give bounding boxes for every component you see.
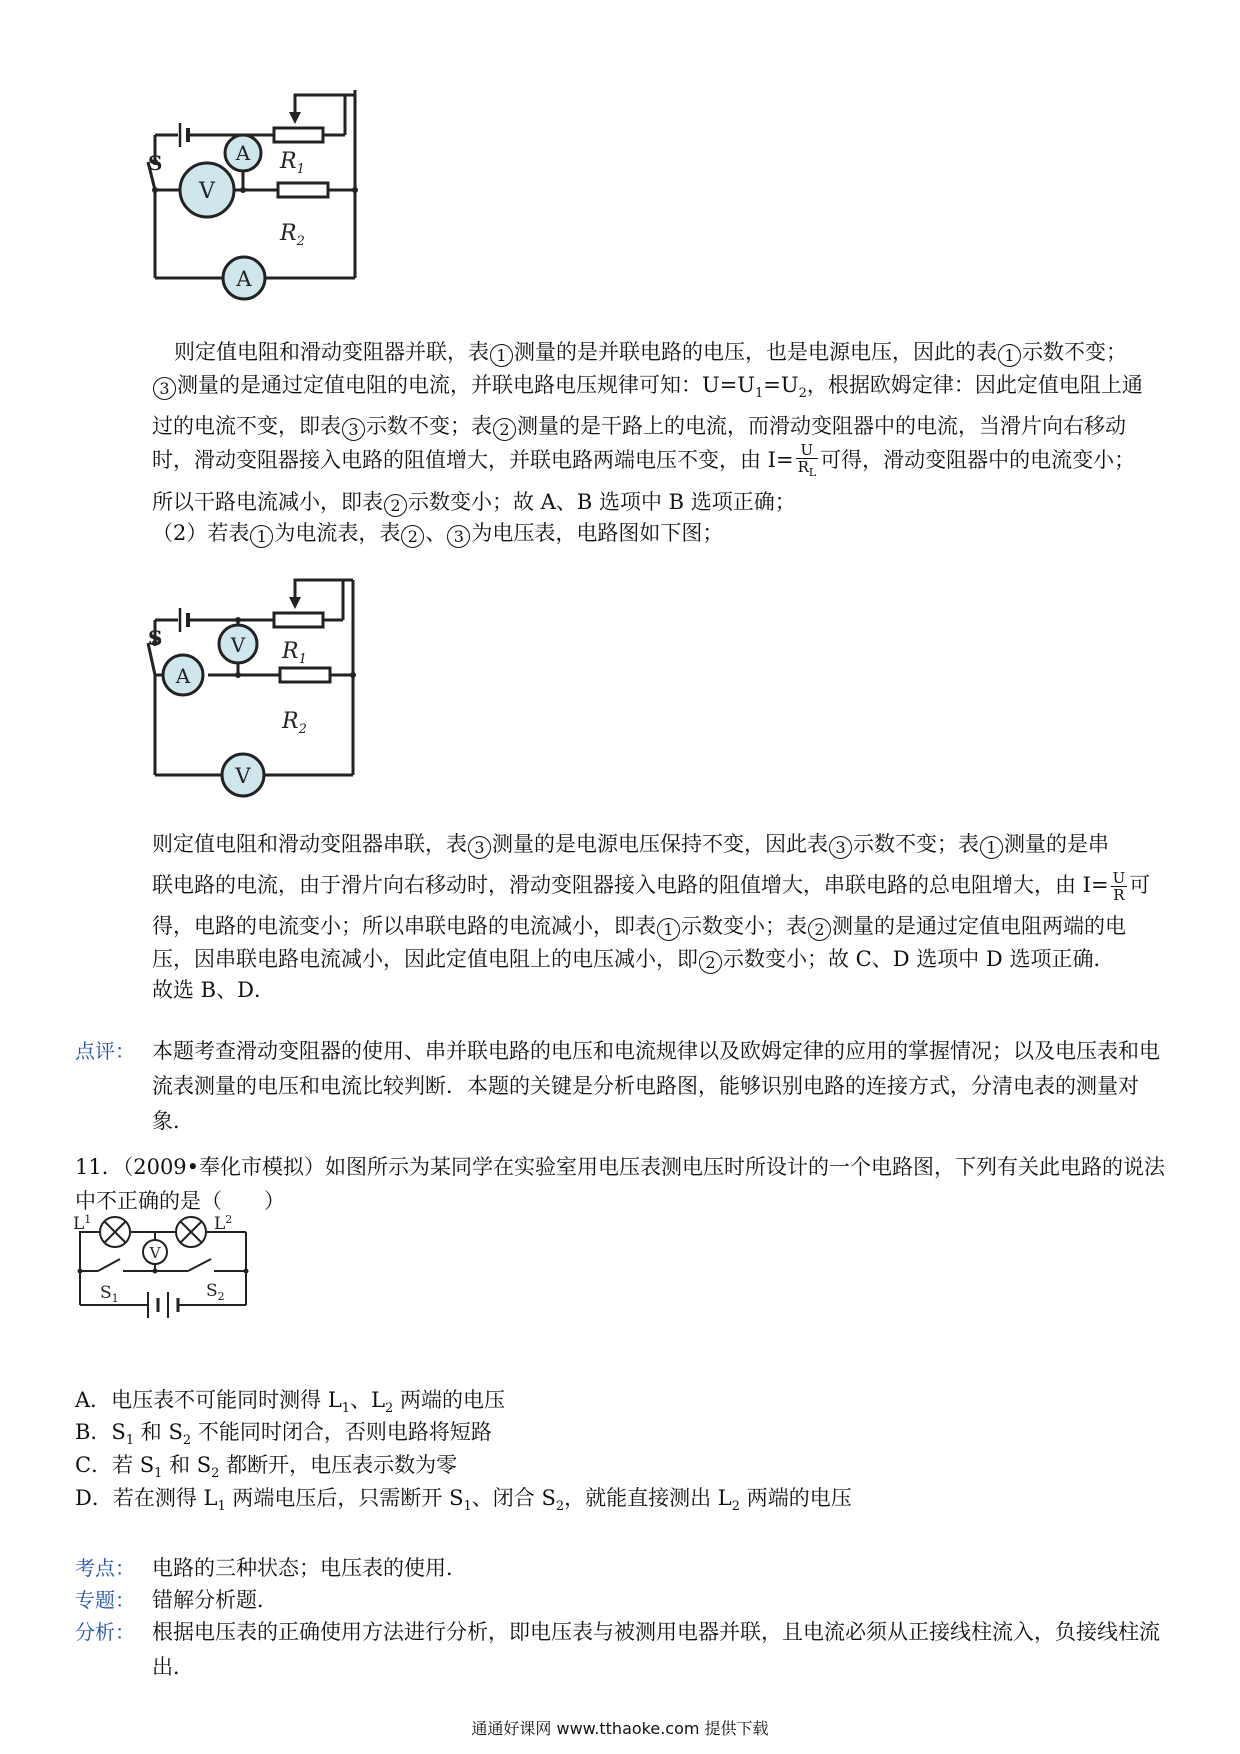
r1-label: $R_1$ (282, 639, 307, 667)
meter-label: V (149, 1244, 161, 1262)
kaodian-text: 电路的三种状态；电压表的使用． (152, 1556, 467, 1580)
fenxi-tag: 分析： (75, 1620, 135, 1644)
question-11: 11．（2009•奉化市模拟）如图所示为某同学在实验室用电压表测电压时所设计的一个电路图，下列有关此电路的说法中不正确的是（ ） (75, 1155, 1166, 1213)
meter-top-label: A (235, 141, 251, 165)
explanation-paragraph-1: 则定值电阻和滑动变阻器并联，表 1 测量的是并联电路的电压，也是电源电压，因此的表 1 示数不变； 3 测量的是通过定值电阻的电流，并联电路电压规律可知：$U=U_1=U_2$，根据欧姆定律：因此定值电阻上通 过的电流不变，即表 3 示数不变；表 2 测量的是干路上的电流，而滑动变阻器中的电流，当滑片向右移动 时，滑动变阻器接入电路的阻值增大，并联电路两端电压不变，由 I= $\frac{U}{R_L}$ 可得，滑动变阻器中的电流变小； 所以干路电流减小，即表 2 示数变小；故 A、B 选项中 B 选项正确； （2）若表 1 为电流表，表 2 、 3 为电压表，电路图如下图； (152, 340, 1143, 547)
comment-tag: 点评： (75, 1039, 135, 1063)
meter-bottom-label: V (235, 764, 251, 788)
meter-bottom-label: A (236, 267, 252, 291)
r2-label: $R_2$ (282, 709, 307, 737)
fenxi-section (75, 1615, 1175, 1685)
r2-label: $R_2$ (280, 221, 305, 249)
r1-label: $R_1$ (280, 149, 305, 177)
comment-text: 本题考查滑动变阻器的使用、串并联电路的电压和电流规律以及欧姆定律的应用的掌握情况；以及电压表和电流表测量的电压和电流比较判断．本题的关键是分析电路图，能够识别电路的连接方式，分清电表的测量对象． (152, 1039, 1160, 1133)
fraction-u-over-rl: $\frac{U}{R_L}$ (797, 441, 817, 480)
comment-section (75, 1034, 1175, 1139)
fraction-u-over-r: $\frac{U}{R}$ (1112, 869, 1126, 904)
circuit-diagram-parallel (150, 90, 400, 305)
meter-top-label: V (230, 633, 246, 657)
l2-label: $L^2$ (214, 1213, 233, 1234)
circuit-diagram-series (150, 575, 400, 805)
kaodian-tag: 考点： (75, 1556, 135, 1580)
switch-label: S (148, 151, 163, 175)
s2-label: $S_2$ (206, 1281, 225, 1303)
option-a: A．电压表不可能同时测得 $L_1$、$L_2$ 两端的电压 (75, 1388, 505, 1417)
option-d: D．若在测得 $L_1$ 两端电压后，只需断开 $S_1$、闭合 $S_2$，就能直接测出 $L_2$ 两端的电压 (75, 1486, 852, 1515)
footer-text: 通通好课网 www.tthaoke.com 提供下载 (471, 1719, 769, 1738)
switch-label: S (148, 626, 163, 650)
s1-label: $S_1$ (100, 1283, 119, 1305)
meter-mid-label: A (175, 664, 191, 688)
zhuanti-tag: 专题： (75, 1588, 135, 1612)
option-b: B．$S_1$ 和 $S_2$ 不能同时闭合，否则电路将短路 (75, 1420, 492, 1449)
explanation-paragraph-2: 则定值电阻和滑动变阻器串联，表 3 测量的是电源电压保持不变，因此表 3 示数不变；表 1 测量的是串 联电路的电流，由于滑片向右移动时，滑动变阻器接入电路的阻值增大，串联电路的总电阻增大，由 I= $\frac{U}{R}$ 可 得，电路的电流变小；所以串联电路的电流减小，即表 1 示数变小；表 2 测量的是通过定值电阻两端的电 压，因串联电路电流减小，因此定值电阻上的电压减小，即 2 示数变小；故 C、D 选项中 D 选项正确． 故选 B、D． (152, 832, 1151, 1002)
kaodian-section (75, 1551, 1175, 1586)
fenxi-text: 根据电压表的正确使用方法进行分析，即电压表与被测用电器并联，且电流必须从正接线柱流入，负接线柱流出． (152, 1620, 1160, 1679)
zhuanti-text: 错解分析题． (152, 1588, 278, 1612)
option-c: C．若 $S_1$ 和 $S_2$ 都断开，电压表示数为零 (75, 1453, 458, 1482)
l1-label: $L^1$ (73, 1213, 92, 1234)
circuit-diagram-q11 (68, 1215, 268, 1330)
zhuanti-section (75, 1583, 1175, 1618)
meter-mid-label: V (199, 179, 215, 204)
